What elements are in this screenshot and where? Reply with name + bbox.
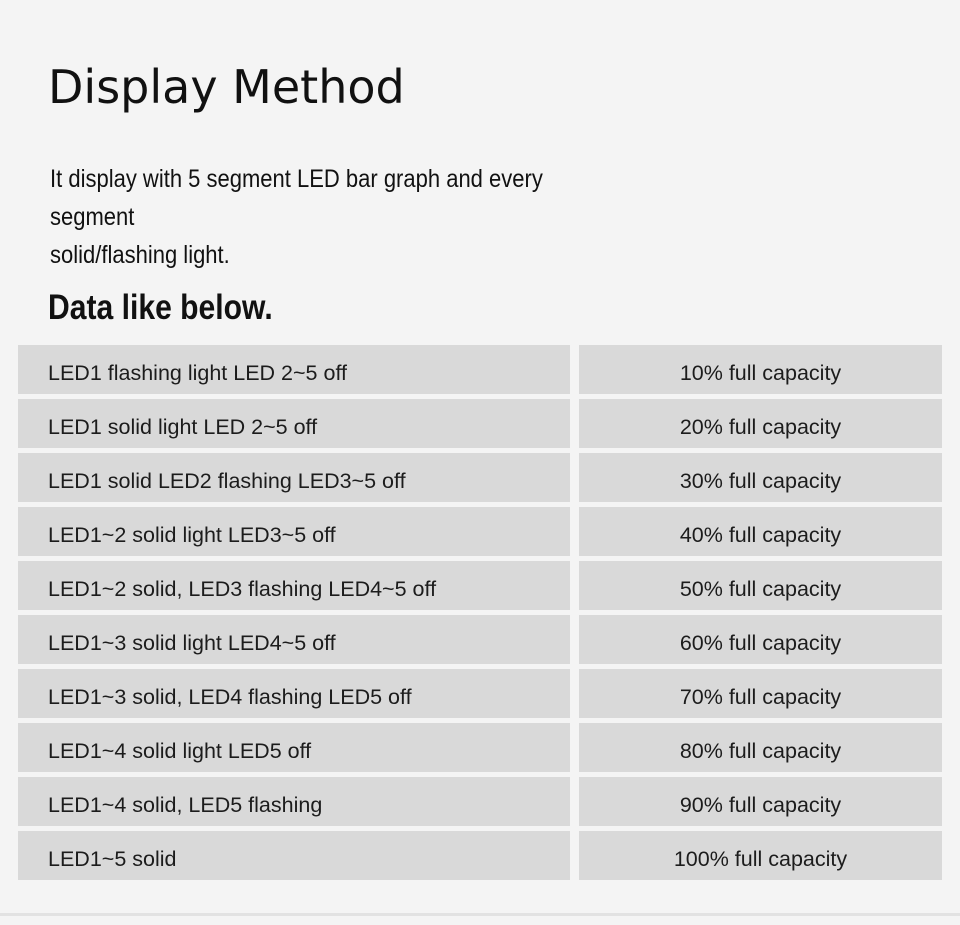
table-row: [18, 345, 942, 394]
table-row: [18, 561, 942, 610]
led-state-cell: LED1~2 solid, LED3 flashing LED4~5 off: [18, 561, 570, 610]
table-row: [18, 777, 942, 826]
capacity-cell: 50% full capacity: [579, 561, 942, 610]
capacity-cell: 20% full capacity: [579, 399, 942, 448]
table-row: [18, 723, 942, 772]
capacity-cell: 70% full capacity: [579, 669, 942, 718]
led-state-cell: LED1~4 solid, LED5 flashing: [18, 777, 570, 826]
page-title: Display Method: [48, 60, 405, 114]
capacity-cell: 90% full capacity: [579, 777, 942, 826]
led-state-cell: LED1 flashing light LED 2~5 off: [18, 345, 570, 394]
led-state-cell: LED1~3 solid light LED4~5 off: [18, 615, 570, 664]
table-row: [18, 453, 942, 502]
description-line-1: It display with 5 segment LED bar graph and every segment: [50, 165, 543, 231]
description-line-2: solid/flashing light.: [50, 241, 230, 269]
table-heading: Data like below.: [48, 288, 273, 327]
led-state-cell: LED1~3 solid, LED4 flashing LED5 off: [18, 669, 570, 718]
table-row: [18, 507, 942, 556]
led-state-cell: LED1 solid light LED 2~5 off: [18, 399, 570, 448]
led-state-cell: LED1 solid LED2 flashing LED3~5 off: [18, 453, 570, 502]
table-row: [18, 669, 942, 718]
capacity-cell: 30% full capacity: [579, 453, 942, 502]
capacity-cell: 40% full capacity: [579, 507, 942, 556]
capacity-cell: 100% full capacity: [579, 831, 942, 880]
capacity-cell: 10% full capacity: [579, 345, 942, 394]
capacity-cell: 60% full capacity: [579, 615, 942, 664]
led-capacity-table: [18, 345, 942, 885]
led-state-cell: LED1~2 solid light LED3~5 off: [18, 507, 570, 556]
led-state-cell: LED1~4 solid light LED5 off: [18, 723, 570, 772]
led-state-cell: LED1~5 solid: [18, 831, 570, 880]
table-row: [18, 399, 942, 448]
table-row: [18, 615, 942, 664]
description: [50, 160, 613, 274]
table-row: [18, 831, 942, 880]
capacity-cell: 80% full capacity: [579, 723, 942, 772]
bottom-divider: [0, 913, 960, 916]
